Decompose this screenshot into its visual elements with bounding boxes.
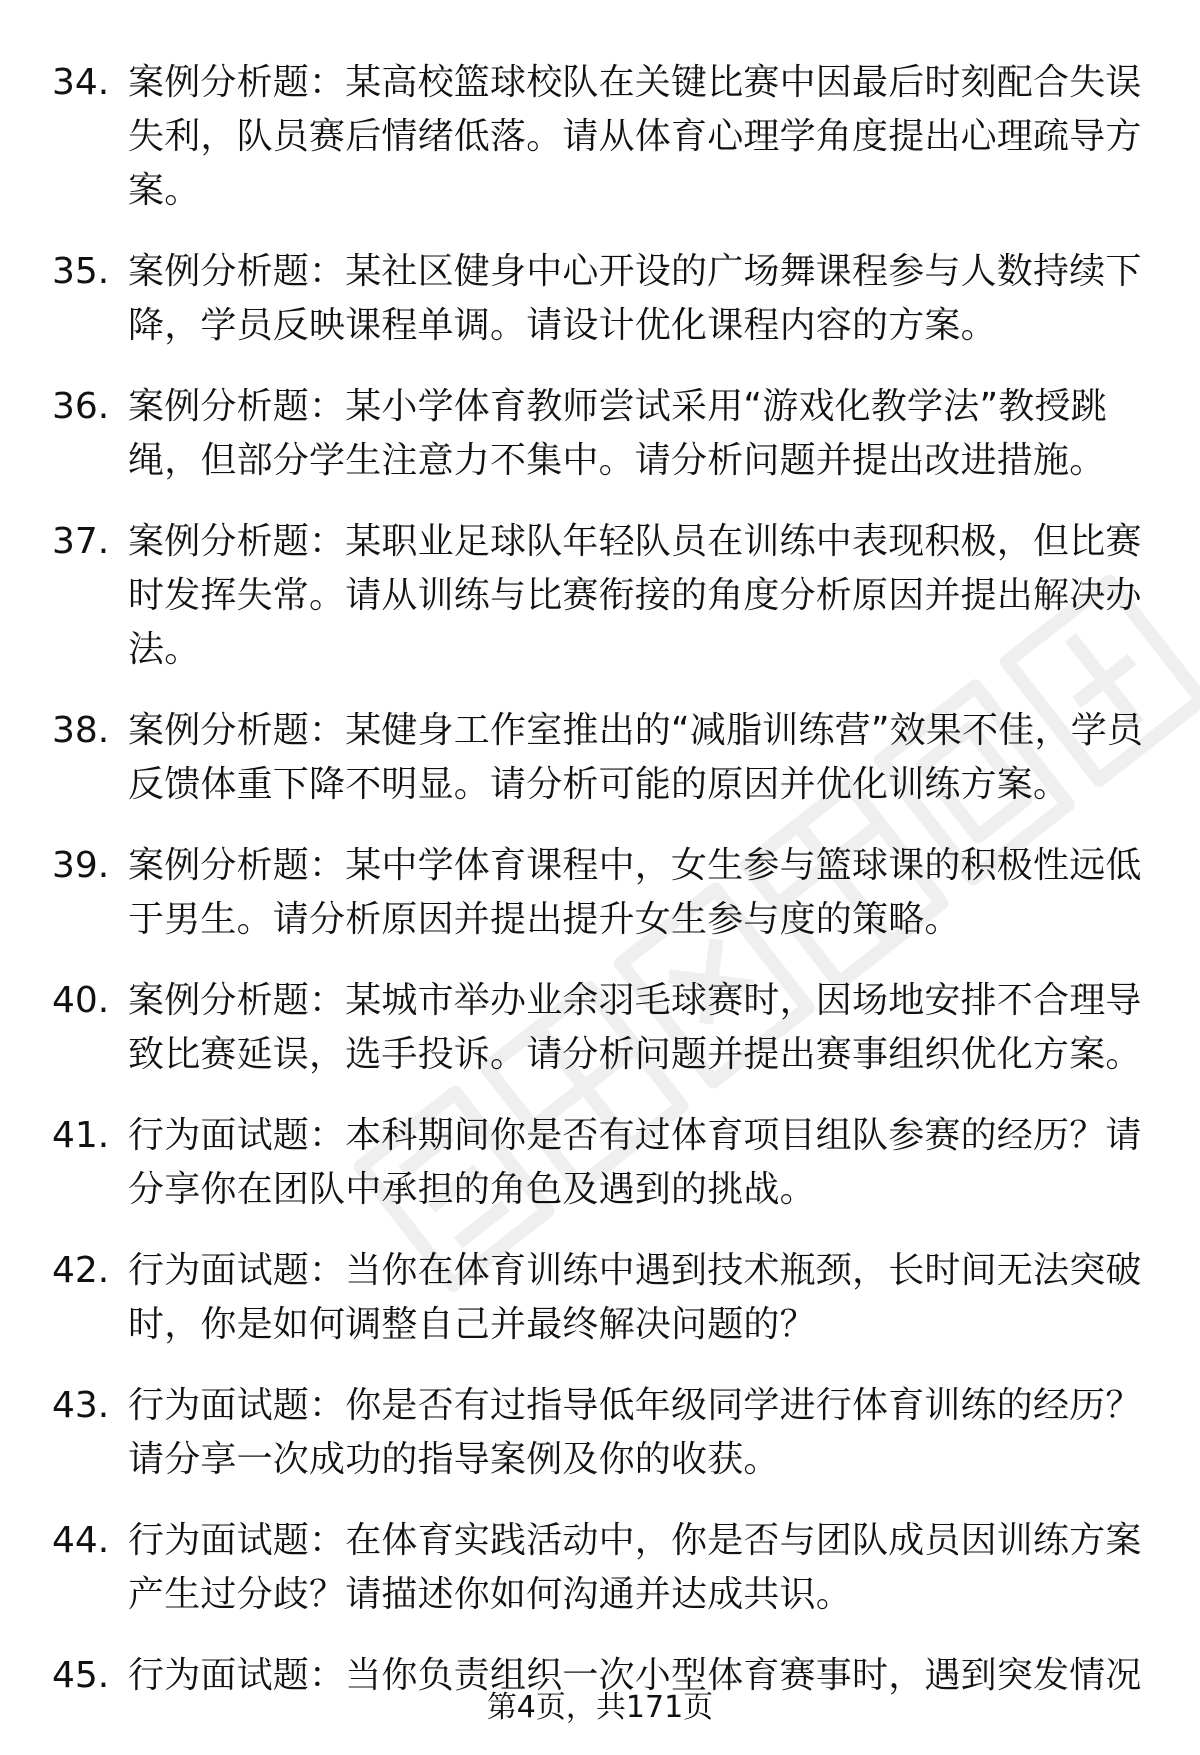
question-text: 行为面试题：当你在体育训练中遇到技术瓶颈，长时间无法突破时，你是如何调整自己并最终解决问题的？ (128, 1250, 1142, 1345)
question-item (0, 1514, 1200, 1622)
question-number: 39. (52, 845, 110, 886)
question-item (0, 380, 1200, 488)
question-text: 案例分析题：某社区健身中心开设的广场舞课程参与人数持续下降，学员反映课程单调。请设计优化课程内容的方案。 (128, 251, 1142, 346)
question-text: 案例分析题：某中学体育课程中，女生参与篮球课的积极性远低于男生。请分析原因并提出提升女生参与度的策略。 (128, 845, 1142, 940)
question-text: 行为面试题：在体育实践活动中，你是否与团队成员因训练方案产生过分歧？请描述你如何沟通并达成共识。 (128, 1520, 1142, 1615)
question-item (0, 245, 1200, 353)
question-number: 41. (52, 1115, 110, 1156)
question-number: 38. (52, 710, 110, 751)
question-text: 案例分析题：某小学体育教师尝试采用“游戏化教学法”教授跳绳，但部分学生注意力不集中。请分析问题并提出改进措施。 (128, 386, 1107, 481)
question-number: 34. (52, 62, 110, 103)
question-number: 44. (52, 1520, 110, 1561)
question-text: 案例分析题：某职业足球队年轻队员在训练中表现积极，但比赛时发挥失常。请从训练与比赛衔接的角度分析原因并提出解决办法。 (128, 521, 1142, 670)
question-list (0, 56, 1200, 1730)
question-number: 37. (52, 521, 110, 562)
question-text: 行为面试题：当你负责组织一次小型体育赛事时，遇到突发情况 (128, 1655, 1142, 1696)
question-item (0, 839, 1200, 947)
question-item (0, 1379, 1200, 1487)
question-number: 36. (52, 386, 110, 427)
question-number: 42. (52, 1250, 110, 1291)
question-text: 案例分析题：某健身工作室推出的“减脂训练营”效果不佳，学员反馈体重下降不明显。请分析可能的原因并优化训练方案。 (128, 710, 1144, 805)
question-item (0, 704, 1200, 812)
question-item (0, 1109, 1200, 1217)
question-item (0, 974, 1200, 1082)
question-item (0, 56, 1200, 218)
question-number: 45. (52, 1655, 110, 1696)
question-text: 行为面试题：本科期间你是否有过体育项目组队参赛的经历？请分享你在团队中承担的角色及遇到的挑战。 (128, 1115, 1142, 1210)
question-item (0, 1244, 1200, 1352)
question-item (0, 515, 1200, 677)
question-number: 35. (52, 251, 110, 292)
question-number: 40. (52, 980, 110, 1021)
question-text: 案例分析题：某城市举办业余羽毛球赛时，因场地安排不合理导致比赛延误，选手投诉。请分析问题并提出赛事组织优化方案。 (128, 980, 1142, 1075)
question-number: 43. (52, 1385, 110, 1426)
question-text: 行为面试题：你是否有过指导低年级同学进行体育训练的经历？请分享一次成功的指导案例及你的收获。 (128, 1385, 1142, 1480)
question-text: 案例分析题：某高校篮球校队在关键比赛中因最后时刻配合失误失利，队员赛后情绪低落。请从体育心理学角度提出心理疏导方案。 (128, 62, 1142, 211)
page-footer: 第4页，共171页 (486, 1690, 714, 1725)
